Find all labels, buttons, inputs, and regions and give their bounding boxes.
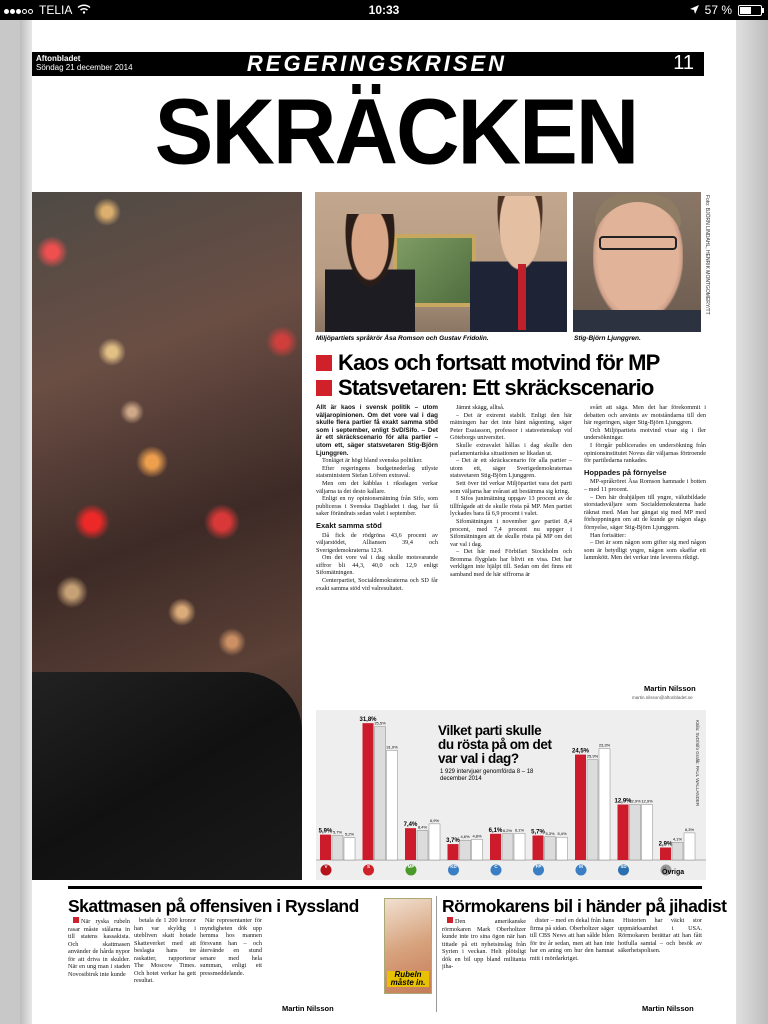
bar-label-övriga-1: 2,9%	[658, 841, 673, 848]
bottom-left-col-1	[68, 917, 130, 1005]
category-label-sd: SD	[620, 864, 627, 869]
status-bar	[0, 0, 768, 20]
bottom-right-col-3	[618, 917, 702, 1005]
bottom-left-title: Skattmasen på offensiven i Ryssland	[68, 896, 359, 916]
bar-label-c-1: 6,1%	[488, 827, 503, 834]
column-divider	[436, 896, 437, 1012]
issue-date: Söndag 21 december 2014	[36, 63, 133, 72]
bar-v-1	[320, 835, 331, 860]
paragraph: Sifomätningen i november gav partiet 8,4 procent, med 7,4 procent nu uppger i Sifomätningen att de skulle rösta på MP om det var val i dag.	[450, 517, 572, 548]
paragraph: Men om det käbblas i riksdagen verkar väljarna ta det desto kallare.	[316, 479, 438, 495]
page-number: 11	[673, 52, 694, 74]
bar-label-c-2: 6,2%	[502, 827, 513, 833]
bar-mp-1	[405, 828, 416, 860]
bar-sd-3	[642, 804, 653, 860]
bar-label-kd-2: 4,6%	[460, 834, 470, 840]
paragraph: betala de 1 200 kronor han var skyldig i utebliven skatt hotade Skatteverket med att beslagta hans tre raskatter, rapporterar The Moscow Times. Och hotet verkar ha gett resultat.	[134, 917, 196, 984]
battery-icon	[738, 5, 762, 16]
photo-ljunggren	[573, 192, 701, 332]
paragraph: – Den här drahjälpen till yngre, välutbildade storstadsväljare som Socialdemokraterna hade räknat med. Man har gängat sig med MP med förhoppningen om att de kunde ge någon slags förnyelse, säger Stig-Björn Ljunggren.	[584, 493, 706, 531]
chart-source: Källa: SvD/Sifo Grafik: PAUL WALLANDER	[695, 720, 700, 807]
paragraph: I Sifos junimätning uppgav 13 procent av de tillfrågade att de skulle rösta på MP. Men partiet lyckades bara få 6,9 procent i valet.	[450, 495, 572, 518]
bar-label-m-1: 24,5%	[571, 748, 590, 755]
article-col-3	[584, 404, 706, 702]
bar-label-mp-1: 7,4%	[403, 822, 418, 829]
photo1-caption: Miljöpartiets språkrör Åsa Romson och Gustav Fridolin.	[316, 335, 489, 342]
main-headline: SKRÄCKEN	[154, 79, 638, 184]
bar-c-1	[490, 834, 501, 860]
paragraph: – Det är extremt stabilt. Enligt den här mätningen har det inte hänt någonting, säger Peter Esaiasson, professor i statsvetenskap vid Göteborgs universitet.	[450, 411, 572, 442]
page-edge-right	[736, 20, 768, 1024]
bar-label-v-2: 5,7%	[332, 829, 343, 835]
paragraph: Och Miljöpartiets motvind visar sig i fler undersökningar.	[584, 426, 706, 442]
bar-fp-3	[557, 837, 568, 860]
section-header-bar	[32, 52, 704, 76]
paragraph: Han fortsätter:	[590, 531, 626, 539]
bar-sd-1	[618, 804, 629, 860]
bar-label-sd-1: 12,9%	[614, 798, 632, 805]
category-label-mp: MP	[407, 864, 415, 869]
bottom-right-body	[442, 917, 704, 1007]
bar-label-sd-3: 12,9%	[641, 798, 653, 804]
bar-m-1	[575, 755, 586, 860]
page-edge-left	[20, 20, 32, 1024]
bar-s-2	[375, 727, 386, 860]
paragraph: När ryska rubeln rasar måste stålarna in till statens kassakista. Och skattmasen använder de hårda nypor för att driva in skulder. När en ung man i staden Novosibirsk inte kunde	[68, 918, 130, 978]
bottom-rule	[68, 886, 702, 889]
subheading: Hoppades på förnyelse	[584, 467, 667, 477]
subhead-2-text: Statsvetaren: Ett skräckscenario	[338, 375, 654, 400]
article-col-1	[316, 404, 438, 702]
paragraph: – Det är som någon som gifter sig med någon som är betydligt yngre, någon som skaffar ett lammkött. Men det verkar inte leverera riktigt.	[584, 539, 706, 562]
chart-subtitle: 1 929 intervjuer genomförda 8 – 18 december 2014	[440, 769, 534, 782]
photo2-caption: Stig-Björn Ljunggren.	[574, 335, 641, 342]
bar-label-v-1: 5,9%	[318, 828, 333, 835]
bar-label-kd-3: 4,8%	[472, 833, 482, 839]
photo-credit: Foto: BJÖRN LINDAHL, HENRIK MONTGOMERY/TT	[704, 195, 710, 315]
bottom-right-col-2	[530, 917, 614, 1005]
category-label-c: C	[494, 864, 498, 869]
paragraph: Efter regeringens budgetnederlag utlyste statsministern Stefan Löfven extraval.	[316, 464, 438, 480]
bullet-square	[73, 917, 79, 923]
poll-chart	[316, 710, 706, 880]
newspaper-page[interactable]	[32, 20, 736, 1024]
bar-v-2	[332, 835, 343, 860]
paragraph: – Det här med Förbifart Stockholm och Bromma flygplats har blivit en visa. Det har verkligen inte hjälpt till. Sedan om det finns ett samband med de här siffrorna är	[450, 548, 572, 579]
bar-label-s-2: 25,5%	[374, 720, 386, 726]
bar-m-3	[599, 749, 610, 860]
bullet-square	[447, 917, 453, 923]
bar-label-s-3: 31,0%	[386, 744, 398, 750]
bar-label-övriga-2: 4,1%	[672, 836, 683, 842]
bar-m-2	[587, 760, 598, 860]
bottom-right-title: Rörmokarens bil i händer på jihadist	[442, 896, 727, 916]
bar-label-m-3: 23,3%	[598, 742, 611, 748]
bar-mp-2	[417, 830, 428, 860]
bar-fp-2	[545, 837, 556, 860]
paragraph: Jämnt skägg, alltså.	[456, 404, 505, 411]
article-email: martin.nilsson@aftonbladet.se	[632, 695, 693, 700]
paragraph: svårt att säga. Men det har förekommit i debatten och använts av motståndarna till den här regeringen, säger Stig-Björn Ljunggren.	[584, 404, 706, 427]
bar-label-sd-2: 12,9%	[629, 798, 641, 804]
article-col-2	[450, 404, 572, 702]
bottom-left-col-3	[200, 917, 262, 1005]
bottom-right-byline: Martin Nilsson	[642, 1004, 694, 1013]
bar-övriga-2	[672, 842, 683, 860]
bottom-left-body	[68, 917, 358, 1007]
paragraph: MP-språkröret Åsa Romson hamnade i botten – med 11 procent.	[584, 478, 706, 493]
paragraph: Enligt en ny opinionsmätning från Sifo, som publiceras i Svenska Dagbladet i dag, har få saker förändrats sedan valet i september.	[316, 495, 438, 518]
bar-label-övriga-3: 6,3%	[684, 826, 695, 832]
category-label-v: V	[324, 864, 328, 869]
paragraph: – Det är ett skräckscenario för alla partier – utom ett, säger Sverigedemokraternas statsvetaren Stig-Björn Ljunggren.	[450, 457, 572, 480]
christmas-tree-photo	[32, 192, 302, 880]
subhead-1-text: Kaos och fortsatt motvind för MP	[338, 350, 660, 375]
bar-label-kd-1: 3,7%	[446, 838, 460, 845]
bar-v-3	[344, 838, 355, 860]
bar-mp-3	[429, 824, 440, 860]
bar-label-c-3: 6,1%	[514, 827, 525, 833]
subhead-2	[316, 375, 654, 400]
bar-fp-1	[533, 835, 544, 860]
category-label-fp: FP	[535, 864, 542, 869]
battery-percent: 57 %	[704, 3, 732, 17]
bar-övriga-1	[660, 848, 671, 860]
article-lead: Allt är kaos i svensk politik – utom väljaropinionen. Om det vore val i dag skulle flera partier få exakt samma stöd som i september, enligt SvD/Sifo. – Det är ett skräckscenario för alla partier – utom ett, säger statsvetaren Stig-Björn Ljunggren.	[316, 404, 438, 457]
bar-sd-2	[630, 804, 641, 860]
article-byline: Martin Nilsson	[644, 684, 696, 693]
paragraph: Den amerikanske rörmokaren Mark Oberholtzer kunde inte tro sina ögon när han tittade på ett nyhetsinslag från Syrien i veckan. Helt plötsligt dök en bil upp bland militanta jiha-	[442, 918, 526, 970]
bottom-left-col-2	[134, 917, 196, 1005]
bottom-right-col-1	[442, 917, 526, 1005]
bar-label-fp-1: 5,7%	[531, 829, 545, 836]
bar-label-m-2: 25,9%	[586, 753, 599, 759]
section-title: REGERINGSKRISEN	[246, 51, 508, 76]
brand-name: Aftonbladet	[36, 54, 81, 63]
paragraph: dister – med en dekal från hans firma på sidan. Oberholtzer säger till CBS News att han sålde bilen för tre år sedan, men att han inte har en aning om hur den hamnat mitt i mördarkriget.	[530, 917, 614, 962]
paragraph: Skulle extravalet hållas i dag skulle den parlamentariska situationen se likadan ut.	[450, 441, 572, 457]
category-label-övriga: Övriga	[662, 869, 685, 876]
bar-kd-2	[460, 840, 471, 860]
paragraph: Tonläget är högt bland svenska politiker.	[322, 457, 423, 465]
carrier-label: TELIA	[39, 3, 73, 17]
location-arrow-icon	[690, 3, 699, 17]
bottom-left-byline: Martin Nilsson	[282, 1004, 334, 1013]
chart-title: Vilket parti skulle du rösta på om det var val i dag?	[438, 723, 552, 766]
paragraph: Centerpartiet, Socialdemokraterna och SD får exakt samma stöd vid valresultatet.	[316, 577, 438, 592]
bar-label-mp-2: 8,4%	[417, 824, 428, 830]
photo-mp-leaders	[315, 192, 567, 332]
paragraph: När representanter för myndigheten dök upp hemma hos mannen försvann han – och återvände en stund senare med hela summan, enligt ett pressmeddelande.	[200, 917, 262, 977]
rubel-photo	[384, 898, 432, 994]
bar-label-fp-3: 5,4%	[557, 831, 567, 837]
bar-label-mp-3: 6,9%	[429, 817, 440, 823]
bar-övriga-3	[684, 833, 695, 860]
category-label-kd: KD	[450, 864, 457, 869]
subheading: Exakt samma stöd	[316, 520, 382, 530]
brand-block	[36, 54, 133, 72]
article-body	[316, 404, 706, 702]
bar-s-3	[387, 750, 398, 860]
rubel-label: Rubeln måste in.	[387, 971, 429, 987]
paragraph: I förrgår publicerades en undersökning från opinionsinstitutet Novus där väljarnas förtroende för partiledarna rankades.	[584, 441, 706, 465]
category-label-m: M	[579, 864, 583, 869]
bar-label-v-3: 5,2%	[344, 831, 355, 837]
bar-label-s-1: 31,8%	[359, 717, 377, 724]
clock: 10:33	[368, 3, 400, 17]
category-label-s: S	[366, 864, 371, 869]
bar-label-fp-2: 5,3%	[545, 830, 555, 836]
paragraph: Om det vore val i dag skulle motsvarande siffror bli 44,3, 40,0 och 12,9 enligt Sifomätningen.	[316, 554, 438, 577]
subhead-1	[316, 350, 660, 375]
bar-kd-1	[448, 844, 459, 860]
bar-c-3	[514, 833, 525, 860]
paragraph: Historien har väckt stor uppmärksamhet i USA. Rörmokaren berättar att han fått hotfulla samtal – och besök av säkerhetspolisen.	[618, 917, 702, 954]
paragraph: Då fick de rödgröna 43,6 procent av väljarstödet, Alliansen 39,4 och Sverigedemokraterna 12,9.	[316, 531, 438, 554]
bar-kd-3	[472, 839, 483, 860]
paragraph: Sett över tid verkar Miljöpartiet vara det parti som väljarna har svårast att bestämma sig kring.	[450, 479, 572, 495]
bar-c-2	[502, 834, 513, 860]
bar-s-1	[363, 723, 374, 860]
